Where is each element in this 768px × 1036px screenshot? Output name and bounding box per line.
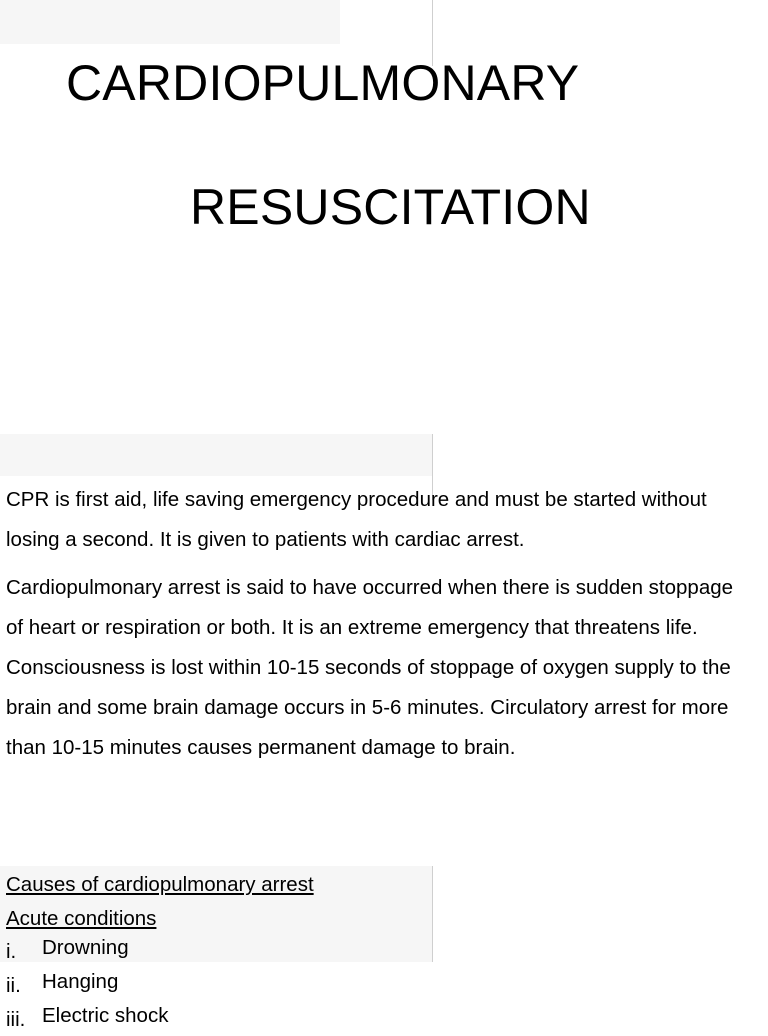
acute-conditions-subheading: Acute conditions: [6, 907, 157, 930]
list-item-text: Hanging: [42, 970, 119, 993]
list-item-number: iii.: [6, 1008, 26, 1031]
paragraph-cardiopulmonary-arrest: Cardiopulmonary arrest is said to have occurred when there is sudden stoppage of heart or respiration or both. It is an extreme emergency that threatens life. Consciousness is lost within 10-15 seconds of stoppage of oxygen supply to the brain and some brain damage occurs in 5-6 minutes. Circulatory arrest for more than 10-15 minutes causes permanent damage to brain.: [6, 576, 734, 759]
list-item-number: ii.: [6, 974, 21, 997]
scan-line-bottom: [432, 866, 433, 962]
causes-heading: Causes of cardiopulmonary arrest: [6, 873, 314, 896]
paragraph-cpr-definition: CPR is first aid, life saving emergency procedure and must be started without losing a second. It is given to patients with cardiac arrest.: [6, 488, 707, 551]
list-item-number: i.: [6, 940, 17, 963]
scan-shade-top: [0, 0, 340, 44]
scan-shade-middle: [0, 434, 432, 476]
title-line-1: CARDIOPULMONARY: [66, 55, 580, 111]
list-item-text: Drowning: [42, 936, 129, 959]
list-item-text: Electric shock: [42, 1004, 169, 1027]
title-line-2: RESUSCITATION: [190, 179, 591, 235]
